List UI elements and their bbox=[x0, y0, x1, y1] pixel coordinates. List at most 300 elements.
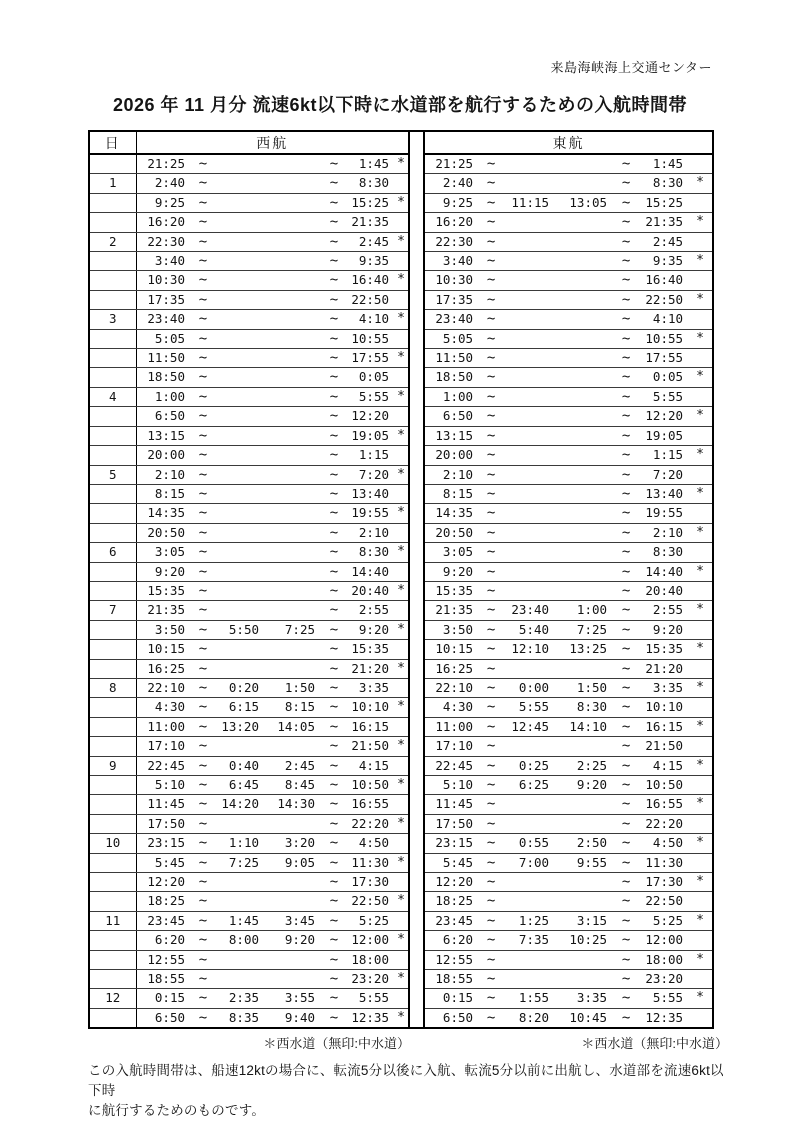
west-mid-start-time: 1:50 bbox=[264, 678, 320, 697]
east-exit-time: 10:55 bbox=[640, 329, 688, 348]
west-waterway-marker bbox=[394, 756, 409, 775]
east-mid-end-time bbox=[504, 349, 554, 368]
timetable-row bbox=[89, 407, 713, 426]
column-header-day: 日 bbox=[89, 131, 136, 154]
west-mid-end-time: 6:15 bbox=[216, 698, 264, 717]
east-waterway-marker: * bbox=[688, 717, 713, 736]
east-tilde: ~ bbox=[612, 252, 640, 271]
west-mid-start-time bbox=[264, 290, 320, 309]
west-mid-start-time bbox=[264, 562, 320, 581]
east-waterway-marker bbox=[688, 154, 713, 174]
east-tilde: ~ bbox=[612, 193, 640, 212]
west-exit-time: 14:40 bbox=[348, 562, 394, 581]
table-gap-cell bbox=[409, 426, 424, 445]
west-exit-time: 5:55 bbox=[348, 989, 394, 1008]
east-tilde: ~ bbox=[478, 620, 504, 639]
east-tilde: ~ bbox=[478, 252, 504, 271]
east-waterway-marker bbox=[688, 970, 713, 989]
east-tilde: ~ bbox=[478, 853, 504, 872]
west-tilde: ~ bbox=[320, 970, 348, 989]
east-exit-time: 18:00 bbox=[640, 950, 688, 969]
east-tilde: ~ bbox=[612, 970, 640, 989]
west-tilde: ~ bbox=[320, 814, 348, 833]
east-mid-start-time bbox=[554, 252, 612, 271]
table-gap-cell bbox=[409, 640, 424, 659]
east-exit-time: 9:35 bbox=[640, 252, 688, 271]
east-mid-end-time bbox=[504, 523, 554, 542]
east-tilde: ~ bbox=[612, 271, 640, 290]
east-exit-time: 12:35 bbox=[645, 1009, 684, 1025]
east-mid-end-time bbox=[504, 581, 554, 600]
west-tilde: ~ bbox=[190, 776, 216, 795]
west-mid-start-time: 3:20 bbox=[264, 834, 320, 853]
table-gap-cell bbox=[409, 154, 424, 174]
east-entry-time: 21:25 bbox=[424, 154, 478, 174]
east-entry-time: 14:35 bbox=[424, 504, 478, 523]
west-mid-start-time bbox=[264, 232, 320, 251]
day-cell: 1 bbox=[89, 174, 136, 193]
east-mid-start-time: 14:10 bbox=[554, 717, 612, 736]
east-waterway-marker: * bbox=[688, 290, 713, 309]
west-entry-time: 6:20 bbox=[136, 931, 190, 950]
west-tilde: ~ bbox=[320, 252, 348, 271]
east-mid-start-time bbox=[554, 329, 612, 348]
west-mid-end-time bbox=[216, 290, 264, 309]
west-tilde: ~ bbox=[320, 290, 348, 309]
east-mid-start-time: 2:50 bbox=[554, 834, 612, 853]
east-entry-time: 4:30 bbox=[424, 698, 478, 717]
day-cell bbox=[89, 290, 136, 309]
west-entry-time: 18:50 bbox=[136, 368, 190, 387]
east-exit-time: 21:20 bbox=[640, 659, 688, 678]
west-waterway-marker: * bbox=[394, 814, 409, 833]
table-gap-cell bbox=[409, 310, 424, 329]
west-mid-start-time bbox=[264, 446, 320, 465]
west-tilde: ~ bbox=[320, 329, 348, 348]
east-mid-end-time bbox=[504, 310, 554, 329]
east-mid-start-time bbox=[554, 892, 612, 911]
west-tilde: ~ bbox=[320, 640, 348, 659]
timetable-body bbox=[89, 154, 713, 1028]
timetable-row bbox=[89, 776, 713, 795]
east-entry-time: 9:25 bbox=[424, 193, 478, 212]
west-waterway-marker bbox=[394, 174, 409, 193]
east-mid-start-time: 3:35 bbox=[554, 989, 612, 1008]
east-exit-time: 8:30 bbox=[640, 174, 688, 193]
west-waterway-marker bbox=[394, 368, 409, 387]
east-waterway-marker bbox=[688, 581, 713, 600]
east-mid-end-time bbox=[504, 873, 554, 892]
east-mid-end-time: 0:00 bbox=[504, 678, 554, 697]
footnote-west-waterway: ＊西水道（無印:中水道） bbox=[263, 1036, 410, 1052]
east-waterway-marker: * bbox=[688, 446, 713, 465]
east-mid-end-time bbox=[504, 426, 554, 445]
east-tilde: ~ bbox=[612, 446, 640, 465]
west-mid-start-time bbox=[264, 154, 320, 174]
east-tilde: ~ bbox=[612, 562, 640, 581]
day-cell: 2 bbox=[89, 232, 136, 251]
header-row bbox=[89, 131, 713, 154]
east-entry-time: 15:35 bbox=[424, 581, 478, 600]
west-waterway-marker bbox=[394, 446, 409, 465]
east-exit-time: 21:35 bbox=[640, 213, 688, 232]
table-gap-cell bbox=[409, 193, 424, 212]
west-tilde: ~ bbox=[190, 446, 216, 465]
table-gap-cell bbox=[409, 562, 424, 581]
west-entry-time: 9:25 bbox=[136, 193, 190, 212]
west-exit-time: 16:55 bbox=[348, 795, 394, 814]
east-tilde: ~ bbox=[612, 834, 640, 853]
east-mid-end-time: 0:25 bbox=[504, 756, 554, 775]
west-exit-time: 2:45 bbox=[348, 232, 394, 251]
west-tilde: ~ bbox=[320, 174, 348, 193]
east-tilde: ~ bbox=[478, 776, 504, 795]
east-mid-end-time: 6:25 bbox=[504, 776, 554, 795]
day-cell bbox=[89, 581, 136, 600]
west-exit-time: 10:55 bbox=[348, 329, 394, 348]
east-mid-start-time bbox=[554, 446, 612, 465]
east-exit-time: 1:15 bbox=[640, 446, 688, 465]
day-cell bbox=[89, 950, 136, 969]
table-gap-cell bbox=[409, 446, 424, 465]
east-entry-time: 6:50 bbox=[424, 407, 478, 426]
west-entry-time: 22:10 bbox=[136, 678, 190, 697]
table-gap-cell bbox=[409, 581, 424, 600]
west-tilde: ~ bbox=[190, 814, 216, 833]
east-waterway-marker bbox=[688, 426, 713, 445]
west-entry-time: 10:30 bbox=[136, 271, 190, 290]
timetable-row bbox=[89, 543, 713, 562]
west-tilde: ~ bbox=[190, 795, 216, 814]
west-waterway-marker: * bbox=[397, 1009, 405, 1025]
west-waterway-marker: * bbox=[394, 931, 409, 950]
east-tilde: ~ bbox=[612, 465, 640, 484]
east-tilde: ~ bbox=[612, 950, 640, 969]
east-mid-end-time: 12:45 bbox=[504, 717, 554, 736]
east-tilde: ~ bbox=[612, 931, 640, 950]
east-waterway-marker: * bbox=[688, 252, 713, 271]
day-cell bbox=[89, 271, 136, 290]
east-tilde: ~ bbox=[612, 601, 640, 620]
west-tilde: ~ bbox=[320, 446, 348, 465]
west-entry-time: 6:50 bbox=[154, 1009, 185, 1025]
west-exit-time: 5:25 bbox=[348, 911, 394, 930]
day-cell: 12 bbox=[89, 989, 136, 1008]
east-tilde: ~ bbox=[478, 174, 504, 193]
west-tilde: ~ bbox=[320, 989, 348, 1008]
west-exit-time: 3:35 bbox=[348, 678, 394, 697]
west-tilde: ~ bbox=[190, 678, 216, 697]
west-waterway-marker: * bbox=[394, 853, 409, 872]
timetable-row bbox=[89, 698, 713, 717]
west-mid-end-time bbox=[216, 562, 264, 581]
west-tilde: ~ bbox=[190, 873, 216, 892]
west-mid-start-time bbox=[264, 484, 320, 503]
west-waterway-marker: * bbox=[394, 154, 409, 174]
east-tilde: ~ bbox=[478, 834, 504, 853]
east-waterway-marker: * bbox=[688, 950, 713, 969]
east-entry-time: 8:15 bbox=[424, 484, 478, 503]
table-gap-cell bbox=[409, 601, 424, 620]
west-mid-start-time: 3:45 bbox=[264, 911, 320, 930]
day-cell bbox=[89, 931, 136, 950]
west-entry-time: 2:10 bbox=[136, 465, 190, 484]
east-waterway-marker bbox=[688, 543, 713, 562]
east-mid-end-time bbox=[504, 504, 554, 523]
day-cell bbox=[89, 795, 136, 814]
east-waterway-marker: * bbox=[688, 523, 713, 542]
table-gap-cell bbox=[409, 620, 424, 639]
west-exit-time: 23:20 bbox=[348, 970, 394, 989]
west-tilde: ~ bbox=[320, 407, 348, 426]
east-tilde: ~ bbox=[612, 853, 640, 872]
east-mid-start-time: 10:25 bbox=[554, 931, 612, 950]
east-mid-end-time bbox=[504, 368, 554, 387]
west-mid-start-time bbox=[264, 601, 320, 620]
east-mid-end-time bbox=[504, 407, 554, 426]
east-tilde: ~ bbox=[478, 698, 504, 717]
west-exit-time: 11:30 bbox=[348, 853, 394, 872]
east-entry-time: 5:05 bbox=[424, 329, 478, 348]
east-entry-time: 22:10 bbox=[424, 678, 478, 697]
timetable-row bbox=[89, 795, 713, 814]
west-tilde: ~ bbox=[320, 562, 348, 581]
east-entry-time: 17:10 bbox=[424, 737, 478, 756]
west-tilde: ~ bbox=[190, 737, 216, 756]
west-mid-start-time bbox=[264, 950, 320, 969]
east-exit-time: 2:10 bbox=[640, 523, 688, 542]
west-exit-time: 18:00 bbox=[348, 950, 394, 969]
west-entry-time: 8:15 bbox=[136, 484, 190, 503]
west-mid-end-time: 5:50 bbox=[216, 620, 264, 639]
east-tilde: ~ bbox=[478, 523, 504, 542]
east-tilde: ~ bbox=[478, 873, 504, 892]
west-tilde: ~ bbox=[190, 213, 216, 232]
west-mid-end-time bbox=[216, 543, 264, 562]
agency-name: 来島海峡海上交通センター bbox=[550, 60, 712, 75]
east-mid-end-time bbox=[504, 484, 554, 503]
west-exit-time: 19:55 bbox=[348, 504, 394, 523]
east-waterway-marker: * bbox=[688, 562, 713, 581]
west-mid-start-time: 9:20 bbox=[264, 931, 320, 950]
table-gap-cell bbox=[409, 1008, 424, 1028]
east-mid-end-time bbox=[504, 213, 554, 232]
east-tilde: ~ bbox=[612, 310, 640, 329]
west-mid-start-time bbox=[264, 174, 320, 193]
east-waterway-marker: * bbox=[688, 213, 713, 232]
west-tilde: ~ bbox=[320, 368, 348, 387]
day-cell bbox=[89, 814, 136, 833]
east-tilde: ~ bbox=[612, 407, 640, 426]
east-waterway-marker: * bbox=[688, 834, 713, 853]
east-mid-end-time bbox=[504, 271, 554, 290]
west-exit-time: 9:20 bbox=[348, 620, 394, 639]
timetable-row bbox=[89, 213, 713, 232]
west-tilde: ~ bbox=[190, 970, 216, 989]
east-mid-start-time bbox=[554, 814, 612, 833]
timetable-row bbox=[89, 290, 713, 309]
east-waterway-marker bbox=[688, 659, 713, 678]
west-tilde: ~ bbox=[320, 193, 348, 212]
table-gap-cell bbox=[409, 834, 424, 853]
east-waterway-marker: * bbox=[688, 407, 713, 426]
west-mid-end-time bbox=[216, 601, 264, 620]
west-tilde: ~ bbox=[190, 756, 216, 775]
east-exit-time: 9:20 bbox=[640, 620, 688, 639]
explanatory-note-line1: この入航時間帯は、船速12ktの場合に、転流5分以後に入航、転流5分以前に出航し、水道部を流速6kt以下時 bbox=[88, 1063, 724, 1099]
table-gap-cell bbox=[409, 523, 424, 542]
east-mid-start-time bbox=[554, 484, 612, 503]
east-entry-time: 12:20 bbox=[424, 873, 478, 892]
east-tilde: ~ bbox=[612, 756, 640, 775]
east-mid-end-time bbox=[504, 252, 554, 271]
timetable-row bbox=[89, 911, 713, 930]
table-gap-cell bbox=[409, 776, 424, 795]
east-tilde: ~ bbox=[612, 426, 640, 445]
west-mid-end-time bbox=[216, 213, 264, 232]
east-waterway-marker: * bbox=[688, 873, 713, 892]
west-tilde: ~ bbox=[190, 271, 216, 290]
day-cell bbox=[89, 717, 136, 736]
east-exit-time: 2:55 bbox=[640, 601, 688, 620]
east-waterway-marker: * bbox=[688, 989, 713, 1008]
west-exit-time: 19:05 bbox=[348, 426, 394, 445]
west-entry-time: 23:45 bbox=[136, 911, 190, 930]
east-waterway-marker bbox=[688, 310, 713, 329]
east-tilde: ~ bbox=[478, 737, 504, 756]
east-mid-start-time bbox=[554, 368, 612, 387]
east-exit-time: 23:20 bbox=[640, 970, 688, 989]
table-gap-cell bbox=[409, 504, 424, 523]
east-tilde: ~ bbox=[612, 232, 640, 251]
west-mid-end-time bbox=[216, 329, 264, 348]
east-mid-start-time bbox=[554, 970, 612, 989]
day-cell: 6 bbox=[89, 543, 136, 562]
west-exit-time: 5:55 bbox=[348, 387, 394, 406]
west-entry-time: 1:00 bbox=[136, 387, 190, 406]
west-tilde: ~ bbox=[190, 193, 216, 212]
west-tilde: ~ bbox=[190, 154, 216, 174]
west-mid-start-time bbox=[264, 543, 320, 562]
east-mid-start-time bbox=[554, 523, 612, 542]
west-waterway-marker: * bbox=[394, 737, 409, 756]
east-entry-time: 3:40 bbox=[424, 252, 478, 271]
west-entry-time: 12:55 bbox=[136, 950, 190, 969]
west-mid-end-time: 7:25 bbox=[216, 853, 264, 872]
east-exit-time: 15:35 bbox=[640, 640, 688, 659]
day-cell bbox=[89, 1008, 136, 1028]
west-entry-time: 17:35 bbox=[136, 290, 190, 309]
west-waterway-marker bbox=[394, 290, 409, 309]
east-tilde: ~ bbox=[612, 174, 640, 193]
west-waterway-marker: * bbox=[394, 193, 409, 212]
west-tilde: ~ bbox=[190, 290, 216, 309]
west-waterway-marker: * bbox=[394, 543, 409, 562]
west-mid-end-time bbox=[216, 873, 264, 892]
west-entry-time: 17:10 bbox=[136, 737, 190, 756]
table-gap-cell bbox=[409, 717, 424, 736]
west-waterway-marker: * bbox=[394, 892, 409, 911]
table-gap-cell bbox=[409, 368, 424, 387]
east-mid-start-time: 13:05 bbox=[554, 193, 612, 212]
east-waterway-marker: * bbox=[688, 911, 713, 930]
west-mid-start-time bbox=[264, 581, 320, 600]
west-exit-time: 21:50 bbox=[348, 737, 394, 756]
east-entry-time: 11:45 bbox=[424, 795, 478, 814]
west-tilde: ~ bbox=[320, 659, 348, 678]
east-mid-start-time: 3:15 bbox=[554, 911, 612, 930]
day-cell bbox=[89, 640, 136, 659]
west-waterway-marker: * bbox=[394, 465, 409, 484]
east-tilde: ~ bbox=[612, 989, 640, 1008]
east-tilde: ~ bbox=[612, 717, 640, 736]
west-mid-end-time bbox=[216, 640, 264, 659]
west-tilde: ~ bbox=[320, 873, 348, 892]
east-entry-time: 20:00 bbox=[424, 446, 478, 465]
west-entry-time: 23:40 bbox=[136, 310, 190, 329]
east-tilde: ~ bbox=[612, 523, 640, 542]
west-waterway-marker: * bbox=[394, 581, 409, 600]
east-waterway-marker bbox=[688, 465, 713, 484]
east-exit-time: 4:50 bbox=[640, 834, 688, 853]
west-tilde: ~ bbox=[320, 698, 348, 717]
table-gap-cell bbox=[409, 756, 424, 775]
day-cell: 3 bbox=[89, 310, 136, 329]
east-exit-time: 7:20 bbox=[640, 465, 688, 484]
west-tilde: ~ bbox=[190, 387, 216, 406]
timetable-row bbox=[89, 329, 713, 348]
explanatory-note-line2: に航行するためのものです。 bbox=[88, 1103, 266, 1119]
table-gap-cell bbox=[409, 387, 424, 406]
day-cell bbox=[89, 892, 136, 911]
west-exit-time: 1:45 bbox=[348, 154, 394, 174]
west-mid-start-time bbox=[264, 970, 320, 989]
east-waterway-marker bbox=[688, 271, 713, 290]
day-cell bbox=[89, 737, 136, 756]
west-entry-time: 10:15 bbox=[136, 640, 190, 659]
west-exit-time: 4:50 bbox=[348, 834, 394, 853]
day-cell bbox=[89, 426, 136, 445]
west-tilde: ~ bbox=[320, 756, 348, 775]
west-waterway-marker: * bbox=[394, 387, 409, 406]
east-tilde: ~ bbox=[478, 659, 504, 678]
west-tilde: ~ bbox=[190, 426, 216, 445]
east-entry-time: 17:35 bbox=[424, 290, 478, 309]
east-waterway-marker bbox=[688, 931, 713, 950]
west-tilde: ~ bbox=[190, 717, 216, 736]
day-cell bbox=[89, 659, 136, 678]
east-mid-start-time: 13:25 bbox=[554, 640, 612, 659]
day-cell bbox=[89, 446, 136, 465]
west-exit-time: 12:00 bbox=[348, 931, 394, 950]
east-waterway-marker bbox=[688, 853, 713, 872]
east-mid-end-time: 23:40 bbox=[504, 601, 554, 620]
east-entry-time: 18:50 bbox=[424, 368, 478, 387]
table-gap-cell bbox=[409, 970, 424, 989]
east-mid-start-time: 7:25 bbox=[554, 620, 612, 639]
east-tilde: ~ bbox=[478, 465, 504, 484]
east-mid-start-time bbox=[554, 562, 612, 581]
east-tilde: ~ bbox=[478, 407, 504, 426]
west-mid-end-time bbox=[216, 446, 264, 465]
west-entry-time: 11:45 bbox=[136, 795, 190, 814]
west-waterway-marker bbox=[394, 523, 409, 542]
east-mid-start-time: 1:00 bbox=[554, 601, 612, 620]
day-cell: 11 bbox=[89, 911, 136, 930]
timetable-row bbox=[89, 834, 713, 853]
west-tilde: ~ bbox=[190, 349, 216, 368]
west-waterway-marker bbox=[394, 834, 409, 853]
